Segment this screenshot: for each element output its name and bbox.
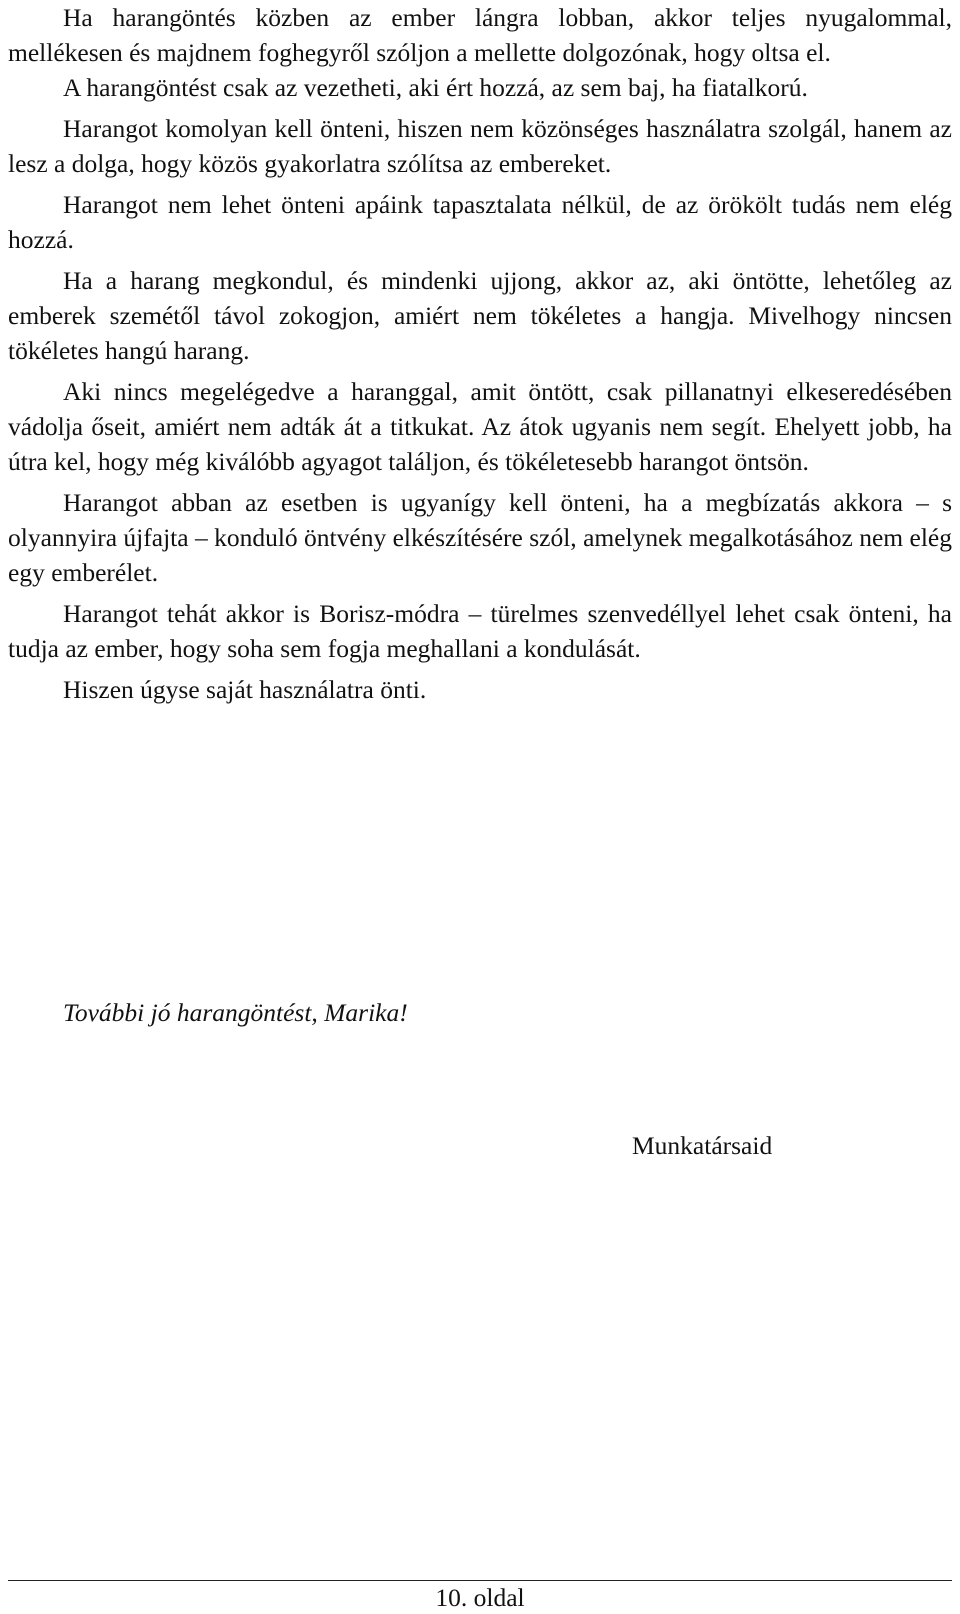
document-page <box>8 0 952 1612</box>
paragraph-1: Ha harangöntés közben az ember lángra lobban, akkor teljes nyugalommal, mellékesen és majdnem foghegyről szóljon a mellette dolgozónak, hogy oltsa el. <box>8 3 952 67</box>
footer-divider <box>8 1580 952 1581</box>
body-text <box>8 0 952 713</box>
paragraph-9: Hiszen úgyse saját használatra önti. <box>63 675 427 704</box>
paragraph-5: Ha a harang megkondul, és mindenki ujjong, akkor az, aki öntötte, lehetőleg az emberek szemétől távol zokogjon, amiért nem tökéletes a hangja. Mivelhogy nincsen tökéletes hangú harang. <box>8 266 952 365</box>
paragraph-4: Harangot nem lehet önteni apáink tapasztalata nélkül, de az örökölt tudás nem elég hozzá. <box>8 190 952 254</box>
paragraph-8: Harangot tehát akkor is Borisz-módra – türelmes szenvedéllyel lehet csak önteni, ha tudja az ember, hogy soha sem fogja meghallani a kondulását. <box>8 599 952 663</box>
paragraph-6: Aki nincs megelégedve a haranggal, amit öntött, csak pillanatnyi elkeseredésében vádolja őseit, amiért nem adták át a titkukat. Az átok ugyanis nem segít. Ehelyett jobb, ha útra kel, hogy még kiválóbb agyagot találjon, és tökéletesebb harangot öntsön. <box>8 377 952 476</box>
paragraph-2: A harangöntést csak az vezetheti, aki ért hozzá, az sem baj, ha fiatalkorú. <box>63 73 808 102</box>
paragraph-3: Harangot komolyan kell önteni, hiszen nem közönséges használatra szolgál, hanem az lesz a dolga, hogy közös gyakorlatra szólítsa az embereket. <box>8 114 952 178</box>
paragraph-7: Harangot abban az esetben is ugyanígy kell önteni, ha a megbízatás akkora – s olyannyira újfajta – konduló öntvény elkészítésére szól, amelynek megalkotásához nem elég egy emberélet. <box>8 488 952 587</box>
page-number: 10. oldal <box>435 1583 525 1612</box>
signature: Munkatársaid <box>632 1131 773 1160</box>
closing-line: További jó harangöntést, Marika! <box>63 998 408 1027</box>
